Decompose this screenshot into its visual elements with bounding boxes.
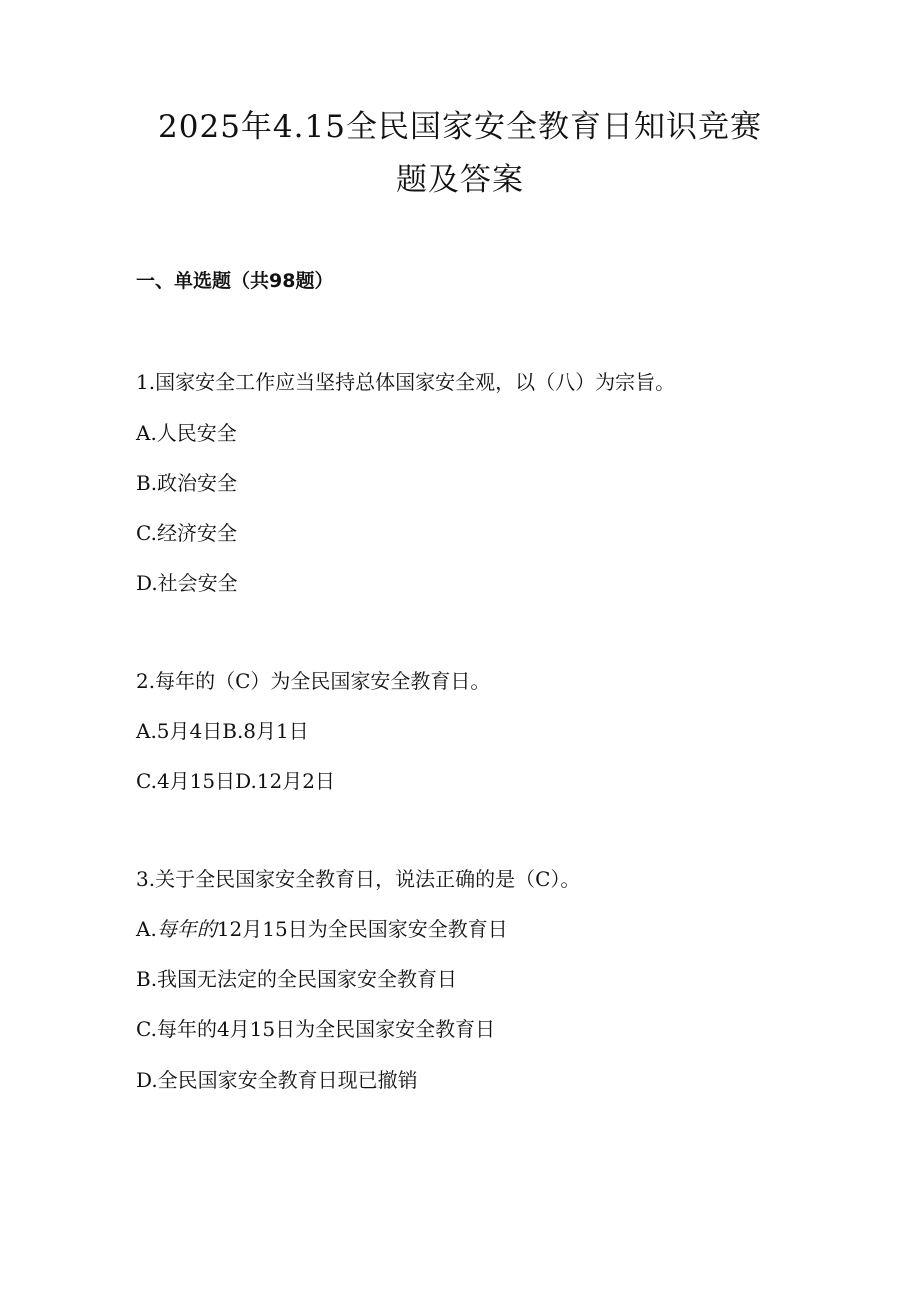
question-1-option-a: A.人民安全	[136, 421, 237, 445]
document-title-line-2: 题及答案	[396, 162, 524, 198]
question-2-options-a-b: A.5月4日B.8月1日	[136, 719, 309, 743]
question-1-stem: 1.国家安全工作应当坚持总体国家安全观，以（八）为宗旨。	[136, 370, 676, 394]
question-3-option-d: D.全民国家安全教育日现已撤销	[136, 1068, 418, 1092]
question-3-option-b: B.我国无法定的全民国家安全教育日	[136, 967, 458, 991]
question-3-option-c: C.每年的4月15日为全民国家安全教育日	[136, 1017, 496, 1041]
question-3-option-a-text: 12月15日为全民国家安全教育日	[216, 917, 508, 941]
question-2-stem: 2.每年的（C）为全民国家安全教育日。	[136, 669, 491, 693]
document-title-line-1: 2025年4.15全民国家安全教育日知识竞赛	[158, 109, 762, 145]
question-1-option-d: D.社会安全	[136, 571, 238, 595]
question-1-option-c: C.经济安全	[136, 521, 237, 545]
question-2-options-c-d: C.4月15日D.12月2日	[136, 769, 335, 793]
question-3-stem: 3.关于全民国家安全教育日，说法正确的是（C）。	[136, 867, 581, 891]
question-1-option-b: B.政治安全	[136, 471, 238, 495]
question-3-option-a	[136, 919, 508, 939]
question-3-option-a-prefix: A.	[136, 917, 157, 941]
question-3-option-a-italic-text: 每年的	[156, 917, 217, 941]
section-heading: 一、单选题（共98题）	[136, 270, 334, 292]
